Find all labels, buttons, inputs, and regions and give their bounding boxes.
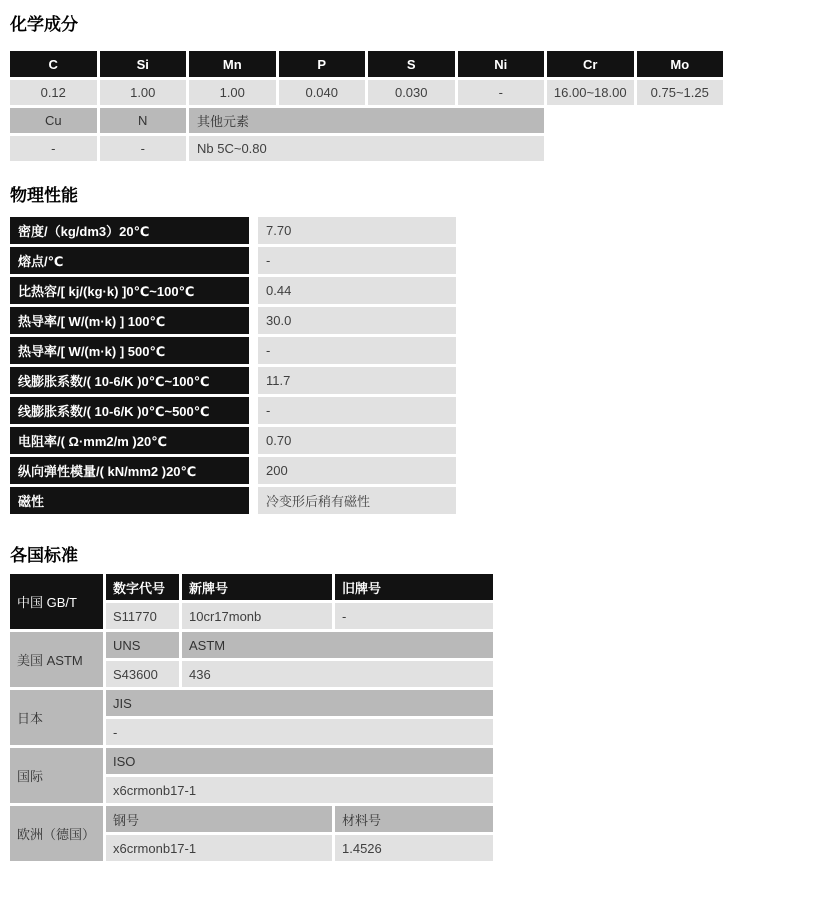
std-subheader-cell: JIS [106, 690, 493, 716]
chem-header-cell: Mn [189, 51, 276, 77]
std-subheader-cell: 钢号 [106, 806, 332, 832]
std-value-cell: - [106, 719, 493, 745]
std-subheader-cell: ASTM [182, 632, 493, 658]
chem-extra-value-cell: Nb 5C~0.80 [189, 136, 544, 161]
chem-header-cell: Mo [637, 51, 724, 77]
std-subheader-cell: 数字代号 [106, 574, 179, 600]
phys-label: 热导率/[ W/(m·k) ] 100℃ [10, 307, 249, 334]
section-title-chemical-composition: 化学成分 [10, 15, 78, 34]
std-value-cell: 10cr17monb [182, 603, 332, 629]
std-value-cell: 1.4526 [335, 835, 493, 861]
physical-properties-table [10, 217, 456, 514]
chem-header-cell: S [368, 51, 455, 77]
national-standards-table [10, 574, 493, 861]
chem-extra-label-cell: 其他元素 [189, 108, 544, 133]
chem-value-cell: 0.75~1.25 [637, 80, 724, 105]
phys-value: 冷变形后稍有磁性 [258, 487, 456, 514]
chem-extra-label-cell: Cu [10, 108, 97, 133]
std-region-cell: 美国 ASTM [10, 632, 103, 687]
std-subheader-cell: UNS [106, 632, 179, 658]
phys-label: 熔点/℃ [10, 247, 249, 274]
phys-value: - [258, 397, 456, 424]
phys-value: 200 [258, 457, 456, 484]
chem-header-cell: Cr [547, 51, 634, 77]
chem-value-cell: 16.00~18.00 [547, 80, 634, 105]
chem-header-cell: Si [100, 51, 187, 77]
phys-value: - [258, 247, 456, 274]
phys-label: 磁性 [10, 487, 249, 514]
chem-extra-label-cell: N [100, 108, 187, 133]
chem-extra-value-cell: - [10, 136, 97, 161]
phys-label: 纵向弹性模量/( kN/mm2 )20℃ [10, 457, 249, 484]
phys-value: 0.44 [258, 277, 456, 304]
chem-header-cell: P [279, 51, 366, 77]
chem-value-cell: 0.040 [279, 80, 366, 105]
phys-label: 密度/（kg/dm3）20℃ [10, 217, 249, 244]
std-region-cell: 欧洲（德国） [10, 806, 103, 861]
std-subheader-cell: 新牌号 [182, 574, 332, 600]
phys-value: 30.0 [258, 307, 456, 334]
chem-header-cell: C [10, 51, 97, 77]
std-region-cell: 国际 [10, 748, 103, 803]
std-value-cell: - [335, 603, 493, 629]
chem-value-cell: 1.00 [100, 80, 187, 105]
phys-label: 热导率/[ W/(m·k) ] 500℃ [10, 337, 249, 364]
chem-value-cell: 0.12 [10, 80, 97, 105]
section-title-physical-properties: 物理性能 [10, 186, 78, 205]
std-value-cell: 436 [182, 661, 493, 687]
chem-header-cell: Ni [458, 51, 545, 77]
phys-value: 7.70 [258, 217, 456, 244]
section-title-national-standards: 各国标准 [10, 546, 78, 565]
phys-value: - [258, 337, 456, 364]
chem-value-cell: - [458, 80, 545, 105]
std-region-cell: 日本 [10, 690, 103, 745]
phys-value: 0.70 [258, 427, 456, 454]
std-value-cell: x6crmonb17-1 [106, 777, 493, 803]
std-subheader-cell: 材料号 [335, 806, 493, 832]
phys-value: 11.7 [258, 367, 456, 394]
std-value-cell: S43600 [106, 661, 179, 687]
std-value-cell: S11770 [106, 603, 179, 629]
std-subheader-cell: 旧牌号 [335, 574, 493, 600]
std-subheader-cell: ISO [106, 748, 493, 774]
chem-extra-value-cell: - [100, 136, 187, 161]
std-region-cell: 中国 GB/T [10, 574, 103, 629]
phys-label: 比热容/[ kj/(kg·k) ]0℃~100℃ [10, 277, 249, 304]
phys-label: 电阻率/( Ω·mm2/m )20℃ [10, 427, 249, 454]
std-value-cell: x6crmonb17-1 [106, 835, 332, 861]
chem-value-cell: 0.030 [368, 80, 455, 105]
phys-label: 线膨胀系数/( 10-6/K )0℃~500℃ [10, 397, 249, 424]
phys-label: 线膨胀系数/( 10-6/K )0℃~100℃ [10, 367, 249, 394]
chemical-composition-table [10, 51, 723, 161]
chem-value-cell: 1.00 [189, 80, 276, 105]
